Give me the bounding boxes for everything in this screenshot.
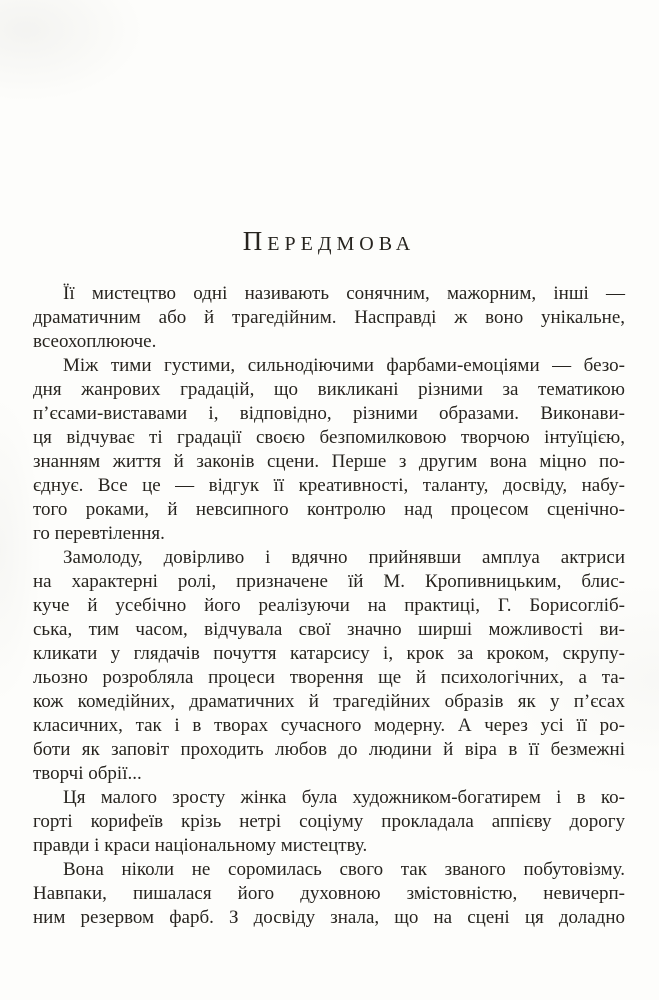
text-line: льозно розробляла процеси творення ще й психологічних, а та-: [33, 667, 625, 688]
text-line: го перевтілення.: [33, 523, 165, 544]
chapter-title: [33, 224, 625, 263]
text-line: правди і краси національному мистецтву.: [33, 835, 368, 856]
text-line: Вона ніколи не соромилась свого так званого побутовізму.: [63, 859, 625, 880]
paragraph: [33, 354, 625, 546]
text-line: Ця малого зросту жінка була художником-богатирем і в ко-: [63, 787, 625, 808]
text-line: горті корифеїв крізь нетрі соціуму прокладала аппієву дорогу: [33, 811, 625, 832]
text-line: ним резервом фарб. З досвіду знала, що на сцені ця доладно: [33, 907, 625, 928]
text-line: Між тими густими, сильнодіючими фарбами-емоціями — безо-: [63, 355, 625, 376]
text-line: єднує. Все це — відгук її креативності, таланту, досвіду, набу-: [33, 475, 625, 496]
text-line: на характерні ролі, призначене їй М. Кропивницьким, блис-: [33, 571, 625, 592]
text-line: Навпаки, пишалася його духовною змістовністю, невичерп-: [33, 883, 625, 904]
text-line: того роками, й невсипного контролю над процесом сценічно-: [33, 499, 625, 520]
paragraph: [33, 786, 625, 858]
text-line: Замолоду, довірливо і вдячно прийнявши амплуа актриси: [63, 547, 625, 568]
text-line: творчі обрії...: [33, 763, 142, 784]
text-line: кликати у глядачів почуття катарсису і, крок за кроком, скрупу-: [33, 643, 625, 664]
paragraph: [33, 546, 625, 786]
text-line: дня жанрових градацій, що викликані різними за тематикою: [33, 379, 625, 400]
text-line: знанням життя й законів сцени. Перше з другим вона міцно по-: [33, 451, 625, 472]
body-text: [33, 282, 625, 930]
text-line: Її мистецтво одні називають сонячним, мажорним, інші —: [63, 283, 625, 304]
chapter-title-rest: ЕРЕДМОВА: [267, 233, 416, 255]
text-line: ська, тим часом, відчувала свої значно ширші можливості ви-: [33, 619, 625, 640]
text-line: драматичним або й трагедійним. Насправді ж воно унікальне,: [33, 307, 625, 328]
text-line: п’єсами-виставами і, відповідно, різними образами. Виконави-: [33, 403, 625, 424]
paragraph: [33, 858, 625, 930]
text-line: класичних, так і в творах сучасного модерну. А через усі її ро-: [33, 715, 625, 736]
text-line: боти як заповіт проходить любов до людини й віра в її безмежні: [33, 739, 625, 760]
text-line: кож комедійних, драматичних й трагедійних образів як у п’єсах: [33, 691, 625, 712]
text-line: всеохоплююче.: [33, 331, 157, 352]
paragraph: [33, 282, 625, 354]
chapter-title-initial: П: [242, 226, 268, 256]
text-line: куче й усебічно його реалізуючи на практиці, Г. Борисогліб-: [33, 595, 625, 616]
text-line: ця відчуває ті градації своєю безпомилковою творчою інтуїцією,: [33, 427, 625, 448]
